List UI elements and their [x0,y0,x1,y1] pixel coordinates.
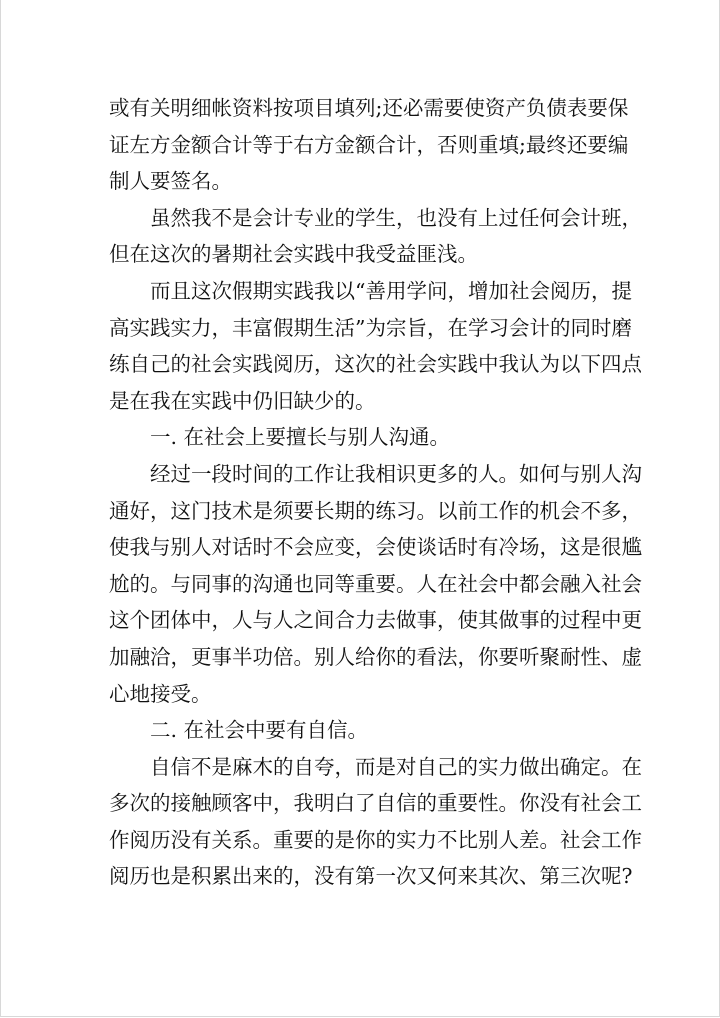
paragraph-5 [109,749,720,895]
text-line: 一. 在社会上要擅长与别人沟通。 [150,425,451,450]
text-line: 二. 在社会中要有自信。 [150,718,369,743]
paragraph-1 [109,90,720,200]
section-heading-2 [109,712,720,749]
text-line: 制人要签名。 [109,169,232,194]
text-line: 证左方金额合计等于右方金额合计，否则重填;最终还要编 [109,132,629,157]
text-line: 作阅历没有关系。重要的是你的实力不比别人差。社会工作 [109,827,642,852]
paragraph-3 [109,273,720,419]
text-line: 这个团体中，人与人之间合力去做事，使其做事的过程中更 [109,608,642,633]
paragraph-2 [109,200,720,273]
text-line: 尬的。与同事的沟通也同等重要。人在社会中都会融入社会 [109,571,642,596]
text-line: 高实践实力，丰富假期生活”为宗旨，在学习会计的同时磨 [109,315,632,340]
section-heading-1 [109,419,720,456]
text-line: 或有关明细帐资料按项目填列;还必需要使资产负债表要保 [109,96,629,120]
paragraph-4 [109,456,720,712]
text-line: 经过一段时间的工作让我相识更多的人。如何与别人沟 [150,461,642,486]
text-line: 心地接受。 [109,681,212,706]
text-line: 自信不是麻木的自夸，而是对自己的实力做出确定。在 [150,754,642,779]
text-line: 是在我在实践中仍旧缺少的。 [109,388,376,413]
text-line: 使我与别人对话时不会应变，会使谈话时有冷场，这是很尴 [109,535,642,560]
text-line: 而且这次假期实践我以“善用学问，增加社会阅历，提 [150,278,632,303]
text-line: 通好，这门技术是须要长期的练习。以前工作的机会不多， [109,498,642,523]
text-line: 虽然我不是会计专业的学生，也没有上过任何会计班， [150,205,642,230]
document-body [109,90,720,895]
text-line: 阅历也是积累出来的，没有第一次又何来其次、第三次呢? [109,864,633,889]
text-line: 练自己的社会实践阅历，这次的社会实践中我认为以下四点 [109,352,642,377]
text-line: 加融洽，更事半功倍。别人给你的看法，你要听聚耐性、虚 [109,644,642,669]
text-line: 多次的接触顾客中，我明白了自信的重要性。你没有社会工 [109,791,642,816]
text-line: 但在这次的暑期社会实践中我受益匪浅。 [109,242,478,267]
